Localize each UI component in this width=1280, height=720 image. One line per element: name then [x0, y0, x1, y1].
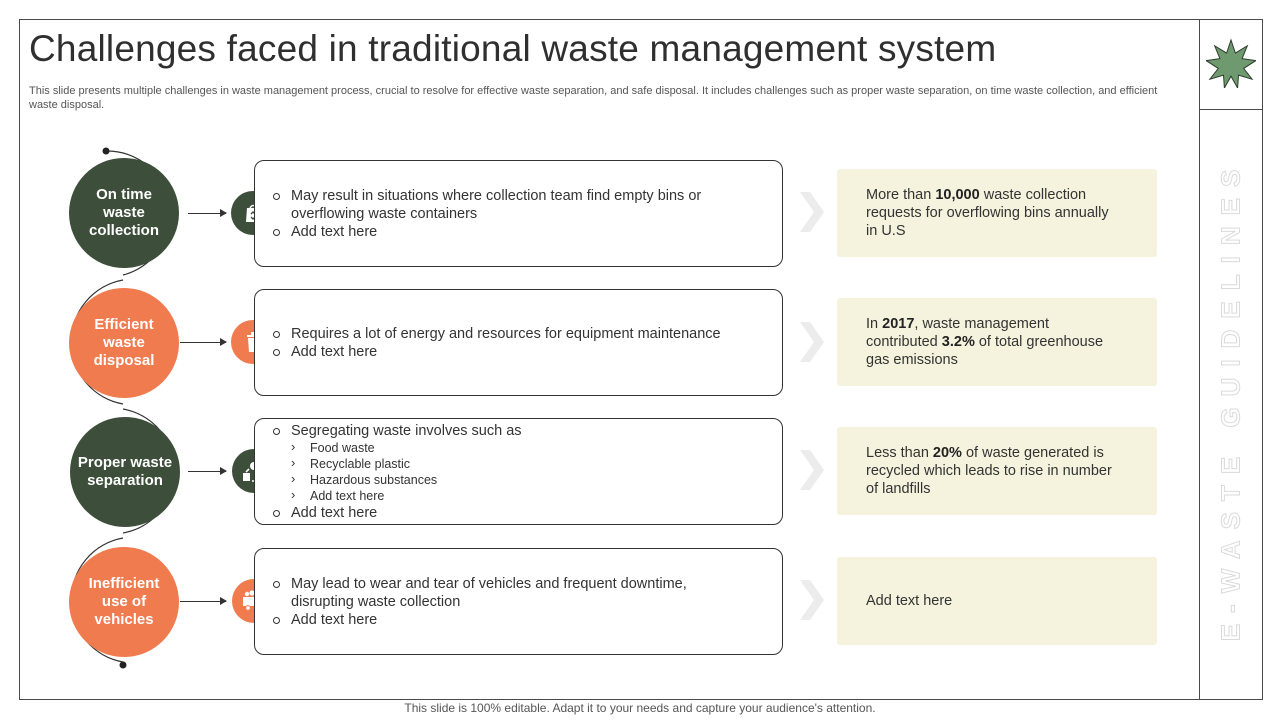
- bullet-text: Add text here: [291, 504, 752, 522]
- challenge-detail-box-1: [254, 160, 783, 267]
- chevron-right-icon: [800, 450, 824, 490]
- side-divider: [1199, 19, 1200, 700]
- challenge-label-2: Efficient waste disposal: [69, 288, 179, 398]
- arrow-1: [188, 213, 226, 214]
- star-icon: [1206, 38, 1256, 88]
- bullet-text: Add text here: [291, 343, 752, 361]
- footer-note: This slide is 100% editable. Adapt it to your needs and capture your audience's attention.: [404, 701, 876, 715]
- chevron-right-icon: [800, 192, 824, 232]
- challenge-label-1: On time waste collection: [69, 158, 179, 268]
- chevron-right-icon: [800, 322, 824, 362]
- stat-box-2: In 2017, waste management contributed 3.2% of total greenhouse gas emissions: [837, 298, 1157, 386]
- challenge-detail-box-4: [254, 548, 783, 655]
- stat-box-3: Less than 20% of waste generated is recycled which leads to rise in number of landfills: [837, 427, 1157, 515]
- page-title: Challenges faced in traditional waste management system: [29, 28, 997, 69]
- bullet-text: May lead to wear and tear of vehicles and frequent downtime, disrupting waste collection: [291, 575, 752, 611]
- challenge-label-3: Proper waste separation: [70, 417, 180, 527]
- arrow-4: [180, 601, 226, 602]
- bullet-text: May result in situations where collection team find empty bins or overflowing waste containers: [291, 187, 752, 223]
- sub-bullet-text: › Food waste: [291, 440, 752, 456]
- challenge-label-4: Inefficient use of vehicles: [69, 547, 179, 657]
- stat-box-4: Add text here: [837, 557, 1157, 645]
- bullet-text: Requires a lot of energy and resources for equipment maintenance: [291, 325, 752, 343]
- bullet-text: Segregating waste involves such as: [291, 422, 752, 440]
- bullet-text: Add text here: [291, 611, 752, 629]
- bullet-text: Add text here: [291, 223, 752, 241]
- sub-bullet-text: › Recyclable plastic: [291, 456, 752, 472]
- sub-bullet-text: › Hazardous substances: [291, 472, 752, 488]
- stat-box-1: More than 10,000 waste collection requests for overflowing bins annually in U.S: [837, 169, 1157, 257]
- sub-bullet-text: › Add text here: [291, 488, 752, 504]
- challenge-detail-box-3: [254, 418, 783, 525]
- arrow-3: [188, 471, 226, 472]
- challenge-detail-box-2: [254, 289, 783, 396]
- side-vertical-label: E-WASTE GUIDELINES: [1215, 158, 1246, 642]
- page-subtitle: This slide presents multiple challenges in waste management process, crucial to resolve for effective waste separation, and safe disposal. It includes challenges such as proper waste separation, on time waste collection, and efficient waste disposal.: [29, 85, 1158, 111]
- arrow-2: [180, 342, 226, 343]
- side-header-divider: [1199, 109, 1263, 110]
- chevron-right-icon: [800, 580, 824, 620]
